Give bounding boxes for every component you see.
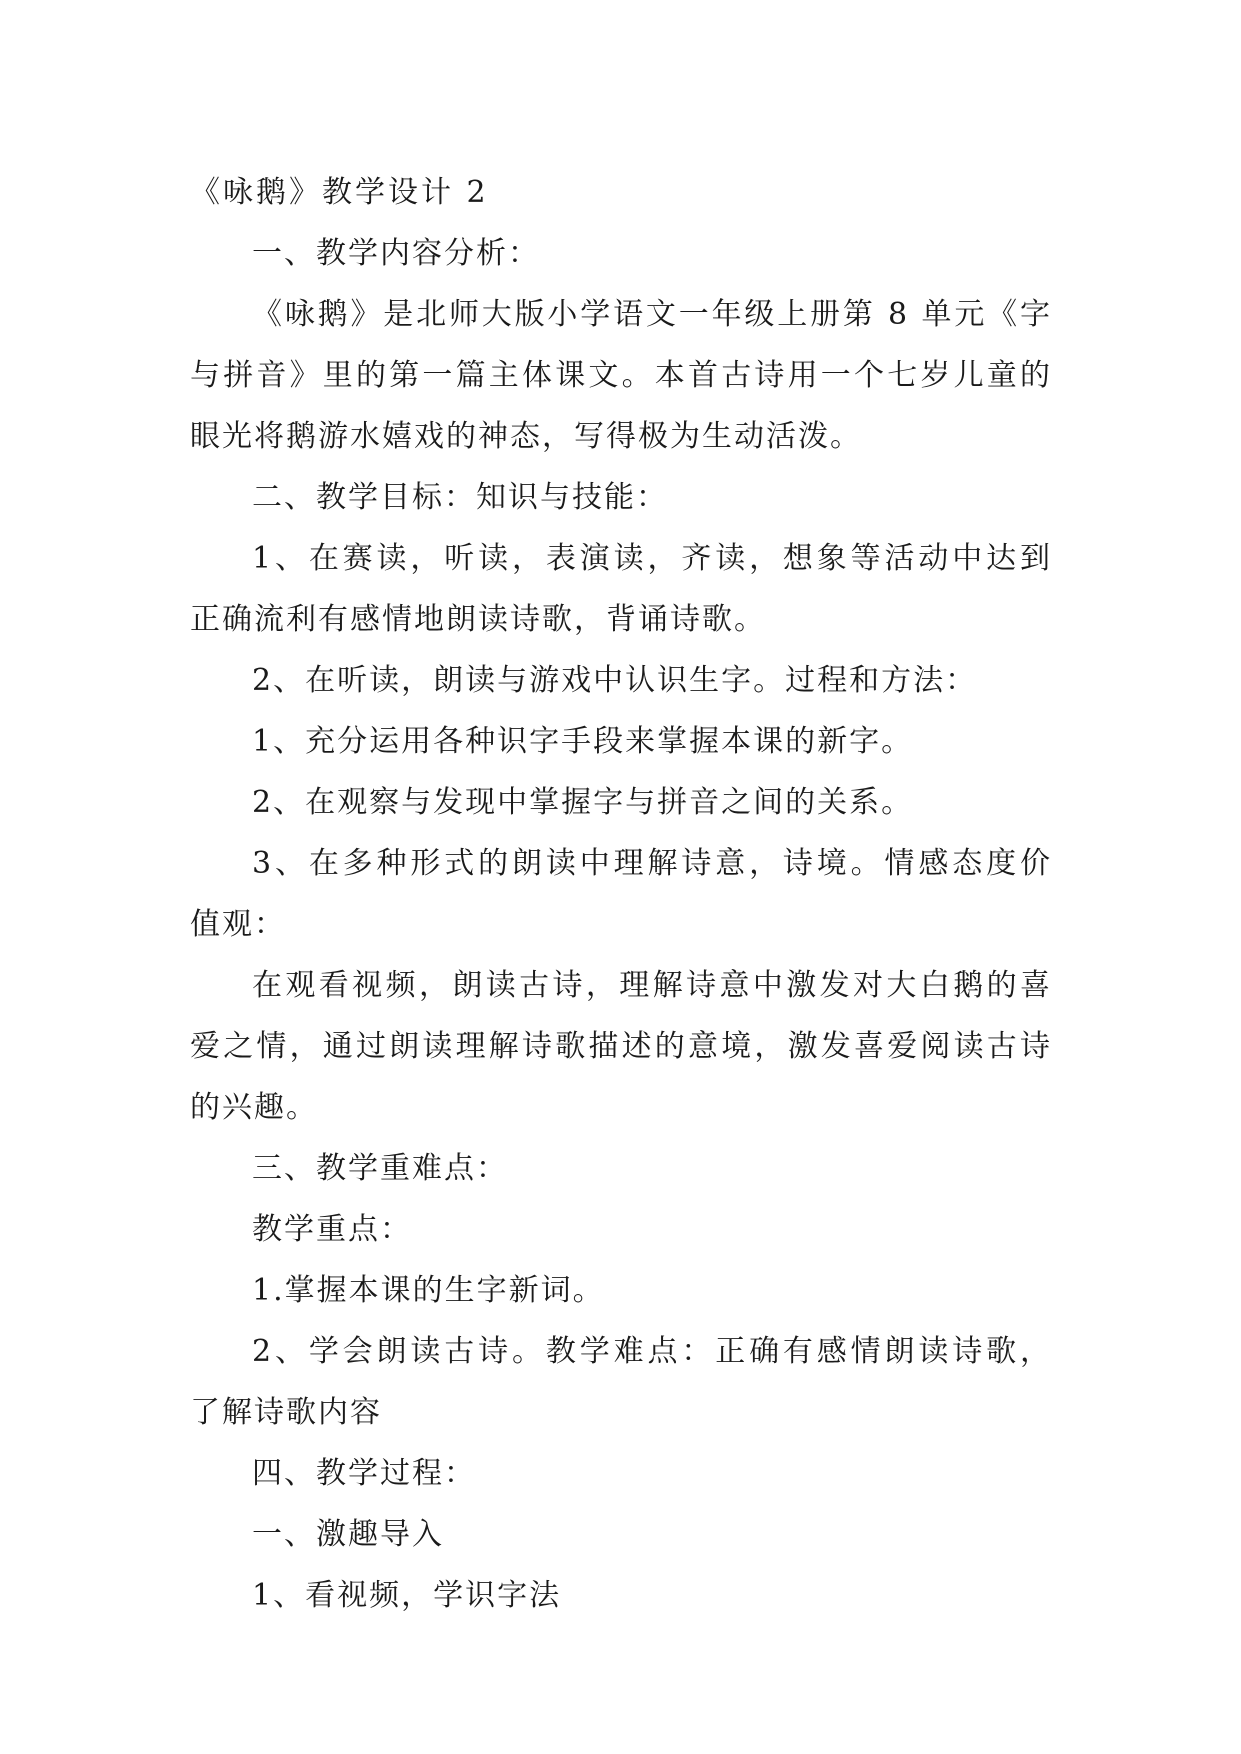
paragraph-line: 正确流利有感情地朗读诗歌，背诵诗歌。 <box>190 602 766 637</box>
paragraph-line: 2、学会朗读古诗。教学难点：正确有感情朗读诗歌， <box>252 1334 1052 1369</box>
paragraph-line: 2、在听读，朗读与游戏中认识生字。过程和方法： <box>252 663 978 698</box>
subheading-focus: 教学重点： <box>252 1212 412 1247</box>
paragraph-line: 1、在赛读，听读，表演读，齐读，想象等活动中达到 <box>252 541 1052 576</box>
section-heading-content-analysis: 一、教学内容分析： <box>252 236 540 271</box>
paragraph-line: 1、看视频，学识字法 <box>252 1578 562 1613</box>
paragraph-line: 眼光将鹅游水嬉戏的神态，写得极为生动活泼。 <box>190 419 862 454</box>
paragraph-line: 《咏鹅》是北师大版小学语文一年级上册第 8 单元《字 <box>252 297 1052 332</box>
paragraph-line: 的兴趣。 <box>190 1090 318 1125</box>
document-body <box>190 162 1052 1626</box>
paragraph-line: 在观看视频，朗读古诗，理解诗意中激发对大白鹅的喜 <box>252 968 1052 1003</box>
paragraph-line: 爱之情，通过朗读理解诗歌描述的意境，激发喜爱阅读古诗 <box>190 1029 1052 1064</box>
section-heading-process: 四、教学过程： <box>252 1456 476 1491</box>
paragraph-line: 2、在观察与发现中掌握字与拼音之间的关系。 <box>252 785 914 820</box>
document-title: 《咏鹅》教学设计 2 <box>190 175 489 210</box>
paragraph-line: 1、充分运用各种识字手段来掌握本课的新字。 <box>252 724 914 759</box>
section-heading-objectives: 二、教学目标：知识与技能： <box>252 480 668 515</box>
paragraph-line: 1.掌握本课的生字新词。 <box>252 1273 605 1308</box>
section-heading-key-points: 三、教学重难点： <box>252 1151 508 1186</box>
subheading-intro: 一、激趣导入 <box>252 1517 444 1552</box>
paragraph-line: 3、在多种形式的朗读中理解诗意，诗境。情感态度价 <box>252 846 1052 881</box>
paragraph-line: 与拼音》里的第一篇主体课文。本首古诗用一个七岁儿童的 <box>190 358 1052 393</box>
paragraph-line: 了解诗歌内容 <box>190 1395 382 1430</box>
paragraph-line: 值观： <box>190 907 286 942</box>
